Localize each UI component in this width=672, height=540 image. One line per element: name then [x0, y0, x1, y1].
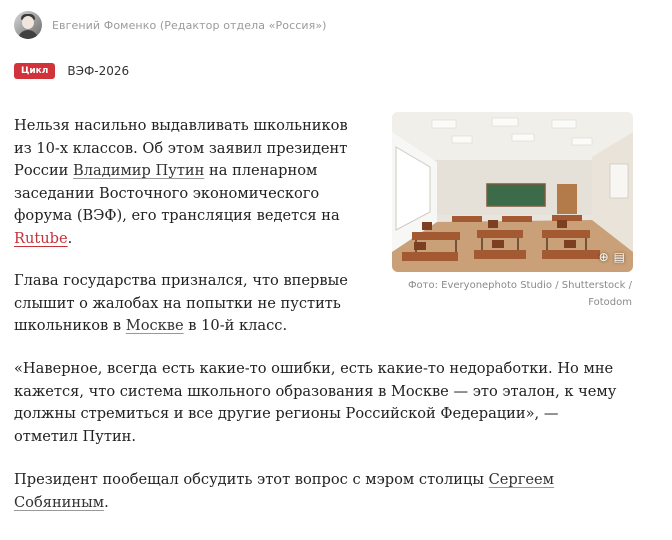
link-vladimir-putin[interactable]: Владимир Путин — [73, 162, 205, 179]
link-moscow[interactable]: Москве — [125, 317, 184, 334]
paragraph-2: Глава государства признался, что впервые слышит о жалобах на попытки не пустить школьников в Москве в 10-й класс. — [14, 272, 348, 334]
photo-actions — [599, 250, 625, 264]
article-photo[interactable] — [392, 112, 633, 272]
author-row[interactable] — [14, 10, 327, 40]
classroom-photo-illustration — [392, 112, 633, 272]
avatar[interactable] — [14, 11, 42, 39]
link-rutube[interactable]: Rutube — [14, 229, 68, 247]
paragraph-1: Нельзя насильно выдавливать школьников из 10-х классов. Об этом заявил президент России Владимир Путин на пленарном заседании Восточного экономического форума (ВЭФ), его трансляция ведется на Rutube. — [14, 117, 348, 247]
cycle-row[interactable] — [14, 63, 129, 79]
photo-caption: Фото: Everyonephoto Studio / Shutterstock / Fotodom — [407, 280, 632, 308]
cycle-title-link[interactable]: ВЭФ-2026 — [67, 64, 130, 78]
paragraph-3-quote: «Наверное, всегда есть какие-то ошибки, есть какие-то недоработки. Но мне кажется, что система школьного образования в Москве — это эталон, к чему должны стремиться и все другие регионы Российской Федерации», — отметил Путин. — [14, 360, 617, 445]
author-name[interactable]: Евгений Фоменко (Редактор отдела «Россия») — [52, 18, 327, 32]
paragraph-4: Президент пообещал обсудить этот вопрос с мэром столицы Сергеем Собяниным. — [14, 471, 555, 511]
zoom-icon[interactable]: ⊕ — [598, 250, 609, 264]
link-sobyanin-cont[interactable]: Собяниным — [14, 493, 105, 511]
comment-icon[interactable]: ▤ — [613, 250, 625, 264]
link-sobyanin[interactable]: Сергеем — [488, 471, 555, 488]
cycle-badge: Цикл — [14, 63, 55, 79]
